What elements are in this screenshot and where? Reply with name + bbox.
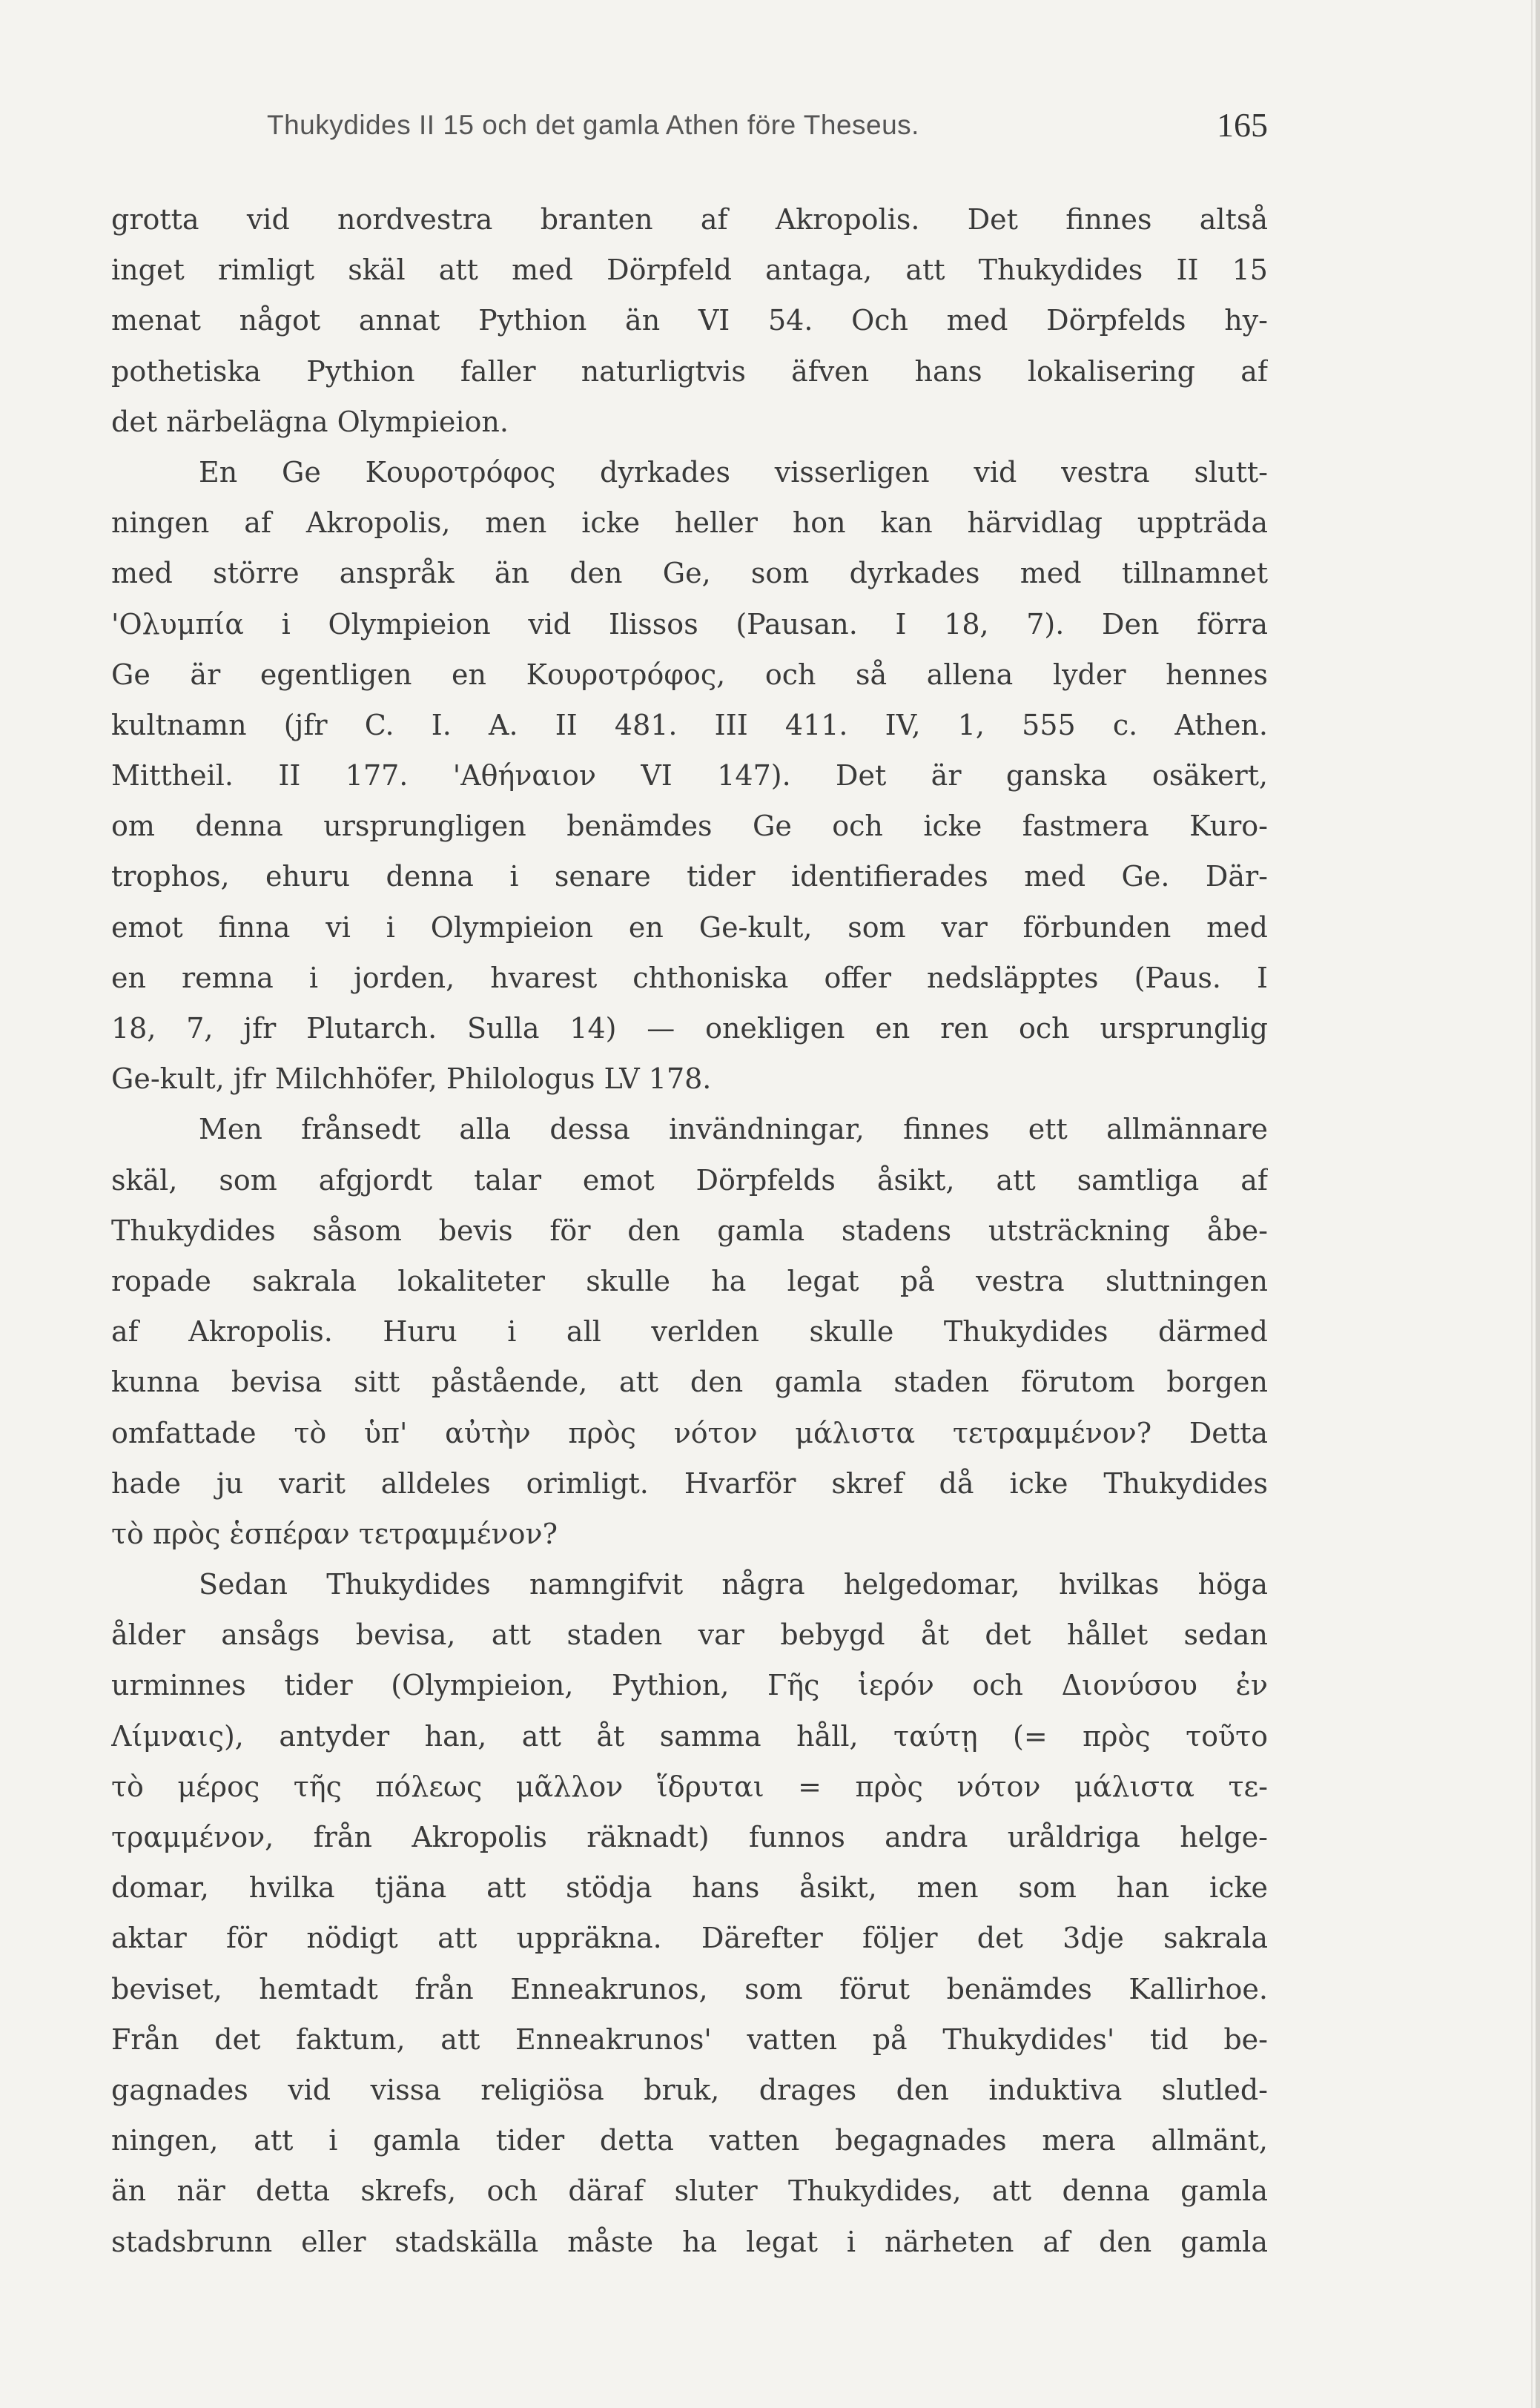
text-line: om denna ursprungligen benämdes Ge och icke fastmera Kuro- <box>111 810 1268 843</box>
text-line: Thukydides såsom bevis för den gamla stadens utsträckning åbe- <box>111 1214 1268 1247</box>
body-text <box>111 194 1268 2267</box>
text-line: omfattade τὸ ὑπ' αὐτὴν πρὸς νότον μάλιστα τετραμμένον? Detta <box>111 1416 1268 1449</box>
text-line: med större anspråk än den Ge, som dyrkades med tillnamnet <box>111 557 1268 590</box>
text-line: ningen, att i gamla tider detta vatten begagnades mera allmänt, <box>111 2124 1268 2157</box>
text-line: emot finna vi i Olympieion en Ge-kult, som var förbunden med <box>111 910 1268 944</box>
text-line: inget rimligt skäl att med Dörpfeld antaga, att Thukydides II 15 <box>111 254 1268 287</box>
text-line: Sedan Thukydides namngifvit några helgedomar, hvilkas höga <box>199 1568 1268 1601</box>
text-line: ropade sakrala lokaliteter skulle ha legat på vestra sluttningen <box>111 1264 1268 1297</box>
text-line: kunna bevisa sitt påstående, att den gamla staden förutom borgen <box>111 1366 1268 1399</box>
text-line: det närbelägna Olympieion. <box>111 405 509 438</box>
page-header <box>111 104 1268 156</box>
text-line: en remna i jorden, hvarest chthoniska offer nedsläpptes (Paus. I <box>111 961 1268 994</box>
text-line: beviset, hemtadt från Enneakrunos, som förut benämdes Kallirhoe. <box>111 1972 1268 2005</box>
text-line: τὸ μέρος τῆς πόλεως μᾶλλον ἵδρυται = πρὸς νότον μάλιστα τε- <box>111 1770 1268 1803</box>
text-line: urminnes tider (Olympieion, Pythion, Γῆς ἱερόν och Διονύσου ἐν <box>111 1669 1268 1702</box>
text-line: trophos, ehuru denna i senare tider identifierades med Ge. Där- <box>111 860 1268 893</box>
text-line: hade ju varit alldeles orimligt. Hvarför skref då icke Thukydides <box>111 1466 1268 1500</box>
text-line: Men frånsedt alla dessa invändningar, finnes ett allmännare <box>199 1113 1268 1146</box>
text-line: än när detta skrefs, och däraf sluter Thukydides, att denna gamla <box>111 2174 1268 2208</box>
text-line: ålder ansågs bevisa, att staden var bebygd åt det hållet sedan <box>111 1618 1268 1652</box>
page-number: 165 <box>1217 106 1268 144</box>
text-line: Ge är egentligen en Κουροτρόφος, och så allena lyder hennes <box>111 658 1268 691</box>
text-line: aktar för nödigt att uppräkna. Därefter följer det 3dje sakrala <box>111 1922 1268 1955</box>
page-edge <box>1536 0 1540 2408</box>
text-line: pothetiska Pythion faller naturligtvis äfven hans lokalisering af <box>111 354 1268 388</box>
page-edge-line <box>1531 0 1533 2408</box>
text-line: ningen af Akropolis, men icke heller hon kan härvidlag uppträda <box>111 506 1268 540</box>
text-line: kultnamn (jfr C. I. A. II 481. III 411. IV, 1, 555 c. Athen. <box>111 708 1268 741</box>
text-line: 18, 7, jfr Plutarch. Sulla 14) — onekligen en ren och ursprunglig <box>111 1012 1268 1045</box>
text-line: Ge-kult, jfr Milchhöfer, Philologus LV 178. <box>111 1062 712 1096</box>
text-line: τὸ πρὸς ἑσπέραν τετραμμένον? <box>111 1517 558 1550</box>
text-line: τραμμένον, från Akropolis räknadt) funnos andra uråldriga helge- <box>111 1821 1268 1853</box>
text-line: En Ge Κουροτρόφος dyrkades visserligen vid vestra slutt- <box>199 455 1268 489</box>
text-line: menat något annat Pythion än VI 54. Och med Dörpfelds hy- <box>111 304 1268 337</box>
text-line: stadsbrunn eller stadskälla måste ha legat i närheten af den gamla <box>111 2225 1268 2258</box>
text-line: Från det faktum, att Enneakrunos' vatten på Thukydides' tid be- <box>111 2022 1268 2056</box>
text-line: grotta vid nordvestra branten af Akropolis. Det finnes altså <box>111 203 1268 236</box>
text-line: Mittheil. II 177. 'Αθήναιον VI 147). Det är ganska osäkert, <box>111 759 1268 793</box>
running-head: Thukydides II 15 och det gamla Athen före Theseus. <box>267 110 919 140</box>
text-line: skäl, som afgjordt talar emot Dörpfelds åsikt, att samtliga af <box>111 1163 1268 1197</box>
text-line: Λίμναις), antyder han, att åt samma håll, ταύτῃ (= πρὸς τοῦτο <box>111 1719 1268 1753</box>
text-line: 'Ολυμπία i Olympieion vid Ilissos (Pausan. I 18, 7). Den förra <box>111 607 1268 641</box>
text-line: domar, hvilka tjäna att stödja hans åsikt, men som han icke <box>111 1871 1268 1905</box>
text-line: gagnades vid vissa religiösa bruk, drages den induktiva slutled- <box>111 2073 1268 2106</box>
text-line: af Akropolis. Huru i all verlden skulle Thukydides därmed <box>111 1315 1268 1349</box>
